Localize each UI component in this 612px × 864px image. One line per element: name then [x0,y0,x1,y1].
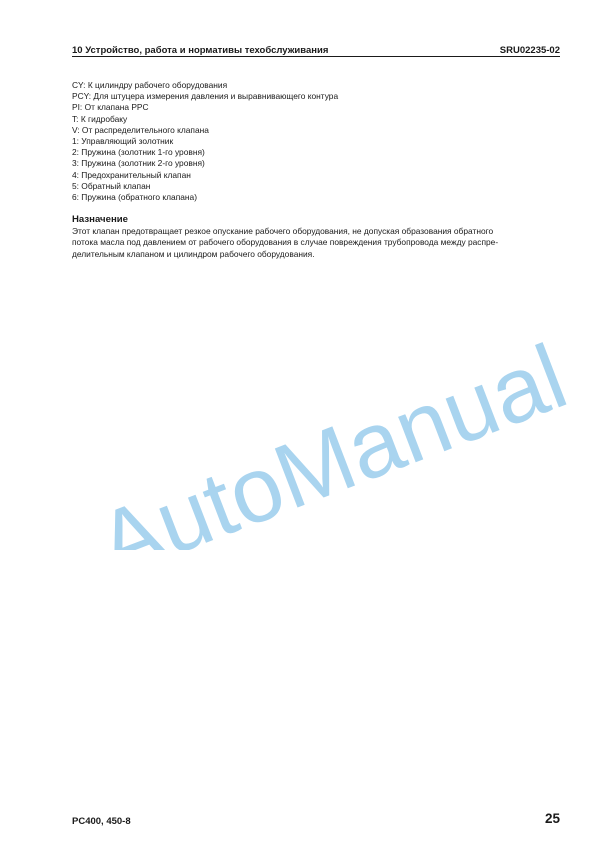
footer-model: PC400, 450-8 [72,816,131,827]
purpose-heading: Назначение [72,214,128,225]
legend-item-2: 2: Пружина (золотник 1-го уровня) [72,147,205,158]
purpose-line: потока масла под давлением от рабочего оборудования в случае повреждения трубопровода между распре- [72,237,499,248]
page-header [72,40,560,56]
port-and-part-legend [72,80,560,203]
legend-item-1: 1: Управляющий золотник [72,136,174,147]
legend-item-5: 5: Обратный клапан [72,180,151,191]
legend-item-6: 6: Пружина (обратного клапана) [72,192,197,203]
document-code: SRU02235-02 [499,45,560,56]
legend-item-v: V: От распределительного клапана [72,124,209,135]
watermark [60,290,580,550]
purpose-line: делительным клапаном и цилиндром рабочего оборудования. [72,248,315,259]
watermark-graphic [60,290,580,550]
section-title: 10 Устройство, работа и нормативы техобслуживания [72,45,329,56]
purpose-paragraph [72,226,560,260]
legend-item-pi: PI: От клапана PPC [72,102,149,113]
page-number: 25 [544,811,560,826]
purpose-section [72,214,560,260]
legend-item-4: 4: Предохранительный клапан [72,169,191,180]
legend-item-cy: CY: К цилиндру рабочего оборудования [72,80,228,90]
watermark-text: AutoManual [84,325,580,550]
legend-item-3: 3: Пружина (золотник 2-го уровня) [72,158,205,169]
header-divider [72,56,560,57]
legend-item-pcy: PCY: Для штуцера измерения давления и выравнивающего контура [72,91,339,102]
legend-item-t: T: К гидробаку [72,113,128,124]
purpose-line: Этот клапан предотвращает резкое опускание рабочего оборудования, не допуская образования обратного [72,226,494,236]
